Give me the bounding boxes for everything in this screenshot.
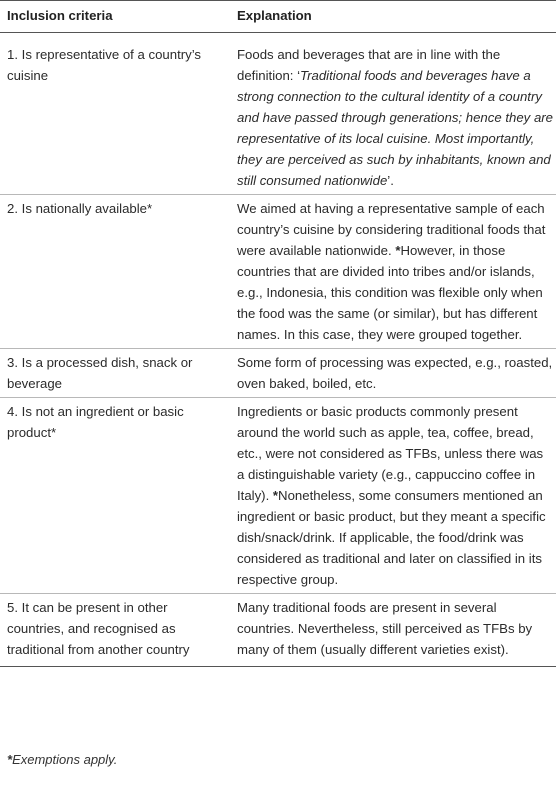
table-row [0,349,556,398]
definition-italic-text: Traditional foods and beverages have a strong connection to the cultural identity of a country and have passed through generations; hence they are representative of its local cuisine. Most importantly, they are perceived as such by inhabitants, known and still consumed nationwide [237,68,553,188]
table-footnote [7,752,117,767]
criterion-cell: 4. Is not an ingredient or basic product* [0,398,234,594]
criterion-cell: 2. Is nationally available* [0,195,234,349]
explanation-text: Foods and beverages that are in line with the definition: ‘ [237,47,501,83]
header-explanation: Explanation [234,1,556,33]
table-row [0,398,556,594]
footnote-text: Exemptions apply. [12,752,118,767]
table-row [0,594,556,667]
exemption-star: * [272,488,279,503]
explanation-text: Ingredients or basic products commonly present around the world such as apple, tea, coffee, bread, etc., were not considered as TFBs, unless there was a distinguishable variety (e.g., cappuccino coffee in Italy). [237,404,544,503]
explanation-text-end: However, in those countries that are divided into tribes and/or islands, e.g., Indonesia, this condition was flexible only when the food was the same (or similar), but has different names. In this case, they were grouped together. [237,243,543,342]
criterion-cell: 5. It can be present in other countries, and recognised as traditional from another country [0,594,234,667]
exemption-star: * [395,243,401,258]
header-inclusion-criteria: Inclusion criteria [0,1,234,33]
explanation-cell [234,33,556,195]
table-row [0,195,556,349]
table-row [0,33,556,195]
table-header-row [0,1,556,33]
footnote-star: * [7,752,13,767]
explanation-cell: Many traditional foods are present in several countries. Nevertheless, still perceived as TFBs by many of them (usually different varieties exist). [234,594,556,667]
explanation-text: We aimed at having a representative sample of each country’s cuisine by considering traditional foods that were available nationwide. [237,201,546,258]
criterion-cell: 3. Is a processed dish, snack or beverage [0,349,234,398]
explanation-text-end: Nonetheless, some consumers mentioned an ingredient or basic product, but they meant a specific dish/snack/drink. If applicable, the food/drink was considered as traditional and later on classified in its respective group. [237,488,546,587]
explanation-cell: Some form of processing was expected, e.g., roasted, oven baked, boiled, etc. [234,349,556,398]
explanation-cell [234,195,556,349]
explanation-cell [234,398,556,594]
explanation-text-end: ’. [387,173,394,188]
criterion-cell: 1. Is representative of a country’s cuisine [0,33,234,195]
